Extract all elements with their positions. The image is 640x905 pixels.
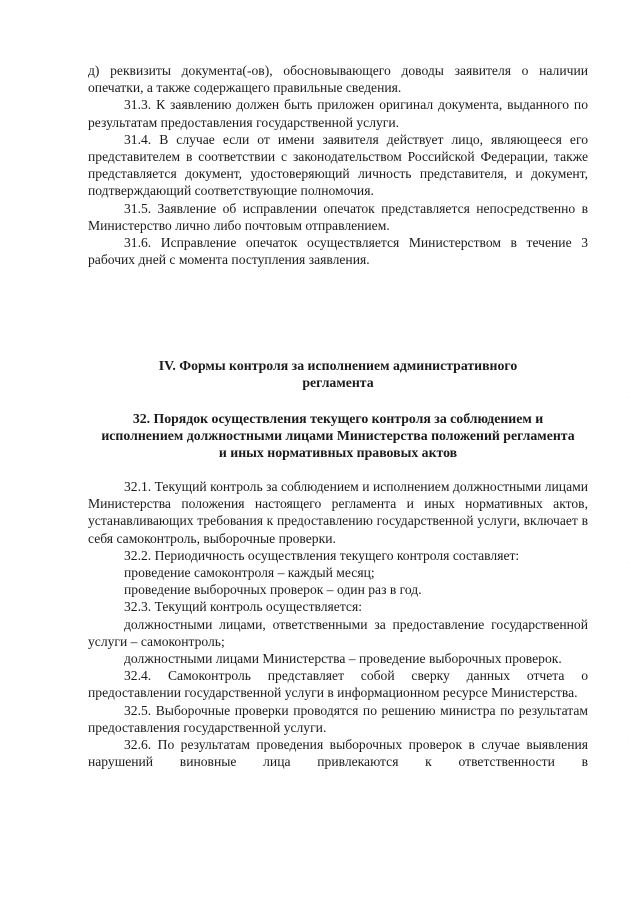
paragraph: 32.5. Выборочные проверки проводятся по решению министра по результатам предоставления государственной услуги. [88,702,588,735]
paragraph: 32.4. Самоконтроль представляет собой сверку данных отчета о предоставлении государственной услуги в информационном ресурсе Министерства. [88,668,588,701]
paragraph: проведение выборочных проверок – один раз в год. [124,582,422,598]
paragraph-block-top [88,62,588,268]
margin-scan-marks-lower: · · · [628,560,630,575]
sub-heading: 32. Порядок осуществления текущего контроля за соблюдением и исполнением должностными лицами Министерства положений регламента и иных нормативных правовых актов [101,411,575,460]
paragraph: 31.5. Заявление об исправлении опечаток представляется непосредственно в Министерство лично либо почтовым отправлением. [88,200,588,233]
margin-scan-marks-bottom: · · [628,735,630,745]
paragraph: 32.1. Текущий контроль за соблюдением и исполнением должностными лицами Министерства положения настоящего регламента и иных нормативных актов, устанавливающих требования к предоставлению государственной услуги, включает в себя самоконтроль, выборочные проверки. [88,479,588,546]
paragraph: 32.3. Текущий контроль осуществляется: [124,599,362,615]
paragraph: 31.6. Исправление опечаток осуществляется Министерством в течение 3 рабочих дней с момента поступления заявления. [88,235,588,268]
paragraph: 31.3. К заявлению должен быть приложен оригинал документа, выданного по результатам предоставления государственной услуги. [88,97,588,130]
paragraph-block-bottom [88,478,588,770]
paragraph: должностными лицами Министерства – проведение выборочных проверок. [124,651,562,667]
margin-scan-marks: · · · · [628,380,630,400]
paragraph: 32.2. Периодичность осуществления текущего контроля составляет: [124,547,520,563]
paragraph: проведение самоконтроля – каждый месяц; [124,565,375,581]
section-heading: IV. Формы контроля за исполнением административного регламента [158,358,518,390]
paragraph: 32.6. По результатам проведения выборочных проверок в случае выявления нарушений виновные лица привлекаются к ответственности в [88,737,588,770]
paragraph: д) реквизиты документа(-ов), обосновывающего доводы заявителя о наличии опечатки, а также содержащего правильные сведения. [88,63,588,96]
paragraph: должностными лицами, ответственными за предоставление государственной услуги – самоконтроль; [88,616,588,649]
paragraph: 31.4. В случае если от имени заявителя действует лицо, являющееся его представителем в соответствии с законодательством Российской Федерации, также представляется документ, удостоверяющий личность представителя, и документ, подтверждающий соответствующие полномочия. [88,131,588,199]
